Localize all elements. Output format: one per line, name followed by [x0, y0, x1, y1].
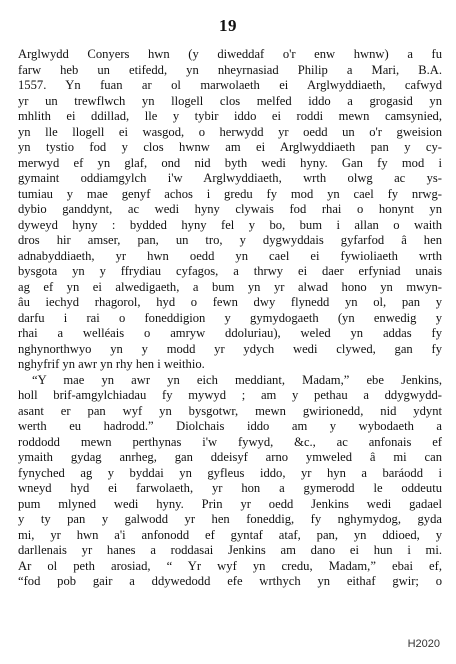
text-line: ymaith gydag anrheg, gan ddeisyf arno ymweled â mi can: [18, 450, 442, 464]
body-text: [18, 47, 442, 590]
text-line: yr un trewflwch yn llogell clos melfed iddo a grogasid yn: [18, 93, 442, 108]
text-line: holl brif-amgylchiadau fy mywyd ; am y pethau a ddygwydd-: [18, 388, 442, 402]
text-line: Ar ol peth arosiad, “ Yr wyf yn credu, Madam,” ebai ef,: [18, 558, 442, 573]
text-line: werth eu hadrodd.” Diolchais iddo am y wybodaeth a: [18, 419, 442, 433]
text-line: mi, yr hwn a'i anfonodd ef gyntaf ataf, pan, yn ddioed, y: [18, 527, 442, 542]
text-line: yn tystio fod y clos hwnw am ei Arglwyddiaeth pan y cy-: [18, 140, 442, 154]
text-line: dybio ganddynt, ac wedi hyny clywais fod rhai o honynt yn: [18, 202, 442, 216]
text-line: fynyched ag y byddai yn gyfleus iddo, yr hyn a baráodd i: [18, 465, 442, 480]
text-line: pum mlyned wedi hyny. Prin yr oedd Jenkins wedi gadael: [18, 496, 442, 511]
text-line: 1557. Yn fuan ar ol marwolaeth ei Arglwyddiaeth, cafwyd: [18, 78, 442, 92]
text-line: dros hir amser, pan, un tro, y dygwyddais gyfarfod â hen: [18, 233, 442, 247]
text-line: farw heb un etifedd, yn nheyrnasiad Philip a Mari, B.A.: [18, 62, 442, 77]
text-line: tumiau y mae genyf achos i gredu fy mod yn cael fy nrwg-: [18, 186, 442, 201]
text-line: âu iechyd rhagorol, hyd o fewn dwy flynedd yn ol, pan y: [18, 295, 442, 309]
text-line: nghyfrif yn awr yn rhy hen i weithio.: [18, 357, 205, 371]
text-line: darfu i rai o foneddigion y gymydogaeth (yn enwedig y: [18, 310, 442, 325]
text-line: Arglwydd Conyers hwn (y diweddaf o'r enw hwnw) a fu: [18, 47, 442, 61]
text-line: dyweyd hyny : bydded hyny fel y bo, bum i allan o waith: [18, 217, 442, 232]
text-line: “fod pob gair a ddywedodd efe wrthych yn eithaf gwir; o: [18, 574, 442, 588]
text-line: asant er pan wyf yn bysgotwr, mewn gwirionedd, nid ydynt: [18, 403, 442, 418]
text-line: “Y mae yn awr yn eich meddiant, Madam,” ebe Jenkins,: [32, 372, 442, 387]
text-line: bysgota yn y ffrydiau cyfagos, a thrwy ei daer erfyniad unais: [18, 264, 442, 278]
text-line: merwyd ef yn glaf, ond nid byth wedi hyny. Gan fy mod i: [18, 155, 442, 170]
text-line: roddodd mewn perthynas i'w fywyd, &c., ac anfonais ef: [18, 434, 442, 449]
text-line: darllenais yr hanes a roddasai Jenkins am dano ei hun i mi.: [18, 543, 442, 557]
text-line: nghynorthwyo yn y modd yr ydych wedi clywed, gan fy: [18, 341, 442, 356]
text-line: y ty pan y galwodd yr hen foneddig, fy nghymydog, gyda: [18, 512, 442, 526]
text-line: ag ef yn ei alwedigaeth, a bum yn yr alwad hono yn mwyn-: [18, 279, 442, 294]
text-line: gymaint oddiamgylch i'w Arglwyddiaeth, wrth olwg ac ys-: [18, 171, 442, 185]
text-line: rhai a welléais o amryw ddoluriau), weled yn addas fy: [18, 326, 442, 340]
text-line: adnabyddiaeth, yr hwn oedd yn cael ei fywioliaeth wrth: [18, 248, 442, 263]
text-line: wneyd hyd ei farwolaeth, yr hon a gymerodd le oddeutu: [18, 481, 442, 495]
text-line: yn lle llogell ei wasgod, o herwydd yr oedd un o'r gweision: [18, 124, 442, 139]
text-line: mhlith ei ddillad, lle y tybir iddo ei roddi mewn camsynied,: [18, 109, 442, 123]
page-number: 19: [219, 16, 237, 35]
library-code: H2020: [407, 638, 440, 650]
